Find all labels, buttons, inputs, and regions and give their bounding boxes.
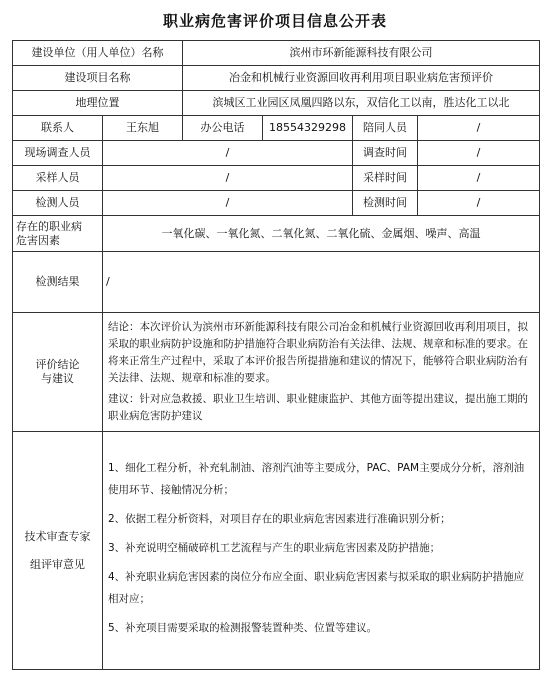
review-item-2: 2、依据工程分析资料，对项目存在的职业病危害因素进行准确识别分析； [108,513,451,525]
review-label-line-2: 组评审意见 [30,557,85,571]
survey-time-value: / [418,141,540,166]
location-label: 地理位置 [13,91,183,116]
result-label: 检测结果 [13,252,103,313]
review-cell [103,432,540,670]
review-item-4: 4、补充职业病危害因素的岗位分布应全面、职业病危害因素与拟采取的职业病防护措施应相对应； [108,571,525,605]
survey-time-label: 调查时间 [353,141,418,166]
unit-value: 滨州市环新能源科技有限公司 [183,41,540,66]
contact-label: 联系人 [13,116,103,141]
info-table [12,40,540,670]
table-row [13,216,540,252]
conclusion-label-line-2: 与建议 [41,372,74,385]
review-item-1: 1、细化工程分析，补充轧制油、溶剂汽油等主要成分，PAC、PAM主要成分分析，溶剂油使用环节、接触情况分析； [108,462,525,496]
page-title: 职业病危害评价项目信息公开表 [162,12,387,30]
table-row [13,41,540,66]
review-item-3: 3、补充说明空桶破碎机工艺流程与产生的职业病危害因素及防护措施； [108,542,441,554]
table-row [13,141,540,166]
conclusion-label [13,313,103,432]
review-label-line-1: 技术审查专家 [24,529,91,543]
conclusion-label-line-1: 评价结论 [35,358,80,371]
hazard-label-line-1: 存在的职业病 [16,219,82,233]
review-item-5: 5、补充项目需要采取的检测报警装置种类、位置等建议。 [108,622,378,634]
table-row [13,116,540,141]
table-row [13,66,540,91]
testing-value: / [103,191,353,216]
conclusion-text: 结论：本次评价认为滨州市环新能源科技有限公司冶金和机械行业资源回收再利用项目，拟采取的职业病防护设施和防护措施符合职业病防治有关法律、法规、规章和标准的要求。在将来正常生产过程中，采取了本评价报告所提措施和建议的情况下，能够符合职业病防治有关法律、法规、规章和标准的要求。 [108,321,528,384]
phone-value: 18554329298 [263,116,353,141]
review-label [13,432,103,670]
table-row [13,91,540,116]
hazard-label [13,216,103,252]
suggestion-text: 建议：针对应急救援、职业卫生培训、职业健康监护、其他方面等提出建议，提出施工期的职业病危害防护建议 [108,393,528,422]
companion-label: 陪同人员 [353,116,418,141]
survey-label: 现场调查人员 [13,141,103,166]
table-row [13,313,540,432]
table-row [13,191,540,216]
survey-value: / [103,141,353,166]
conclusion-cell [103,313,540,432]
project-label: 建设项目名称 [13,66,183,91]
unit-label: 建设单位（用人单位）名称 [13,41,183,66]
contact-value: 王东旭 [103,116,183,141]
hazard-label-line-2: 危害因素 [16,233,60,247]
testing-time-value: / [418,191,540,216]
table-row [13,432,540,670]
project-value: 冶金和机械行业资源回收再利用项目职业病危害预评价 [183,66,540,91]
testing-label: 检测人员 [13,191,103,216]
location-value: 滨城区工业园区凤凰四路以东，双信化工以南，胜达化工以北 [183,91,540,116]
sampling-time-value: / [418,166,540,191]
testing-time-label: 检测时间 [353,191,418,216]
sampling-label: 采样人员 [13,166,103,191]
phone-label: 办公电话 [183,116,263,141]
result-value: / [103,252,540,313]
sampling-time-label: 采样时间 [353,166,418,191]
companion-value: / [418,116,540,141]
table-row [13,252,540,313]
table-row [13,166,540,191]
hazard-value: 一氧化碳、一氧化氮、二氧化氮、二氧化硫、金属烟、噪声、高温 [103,216,540,252]
sampling-value: / [103,166,353,191]
